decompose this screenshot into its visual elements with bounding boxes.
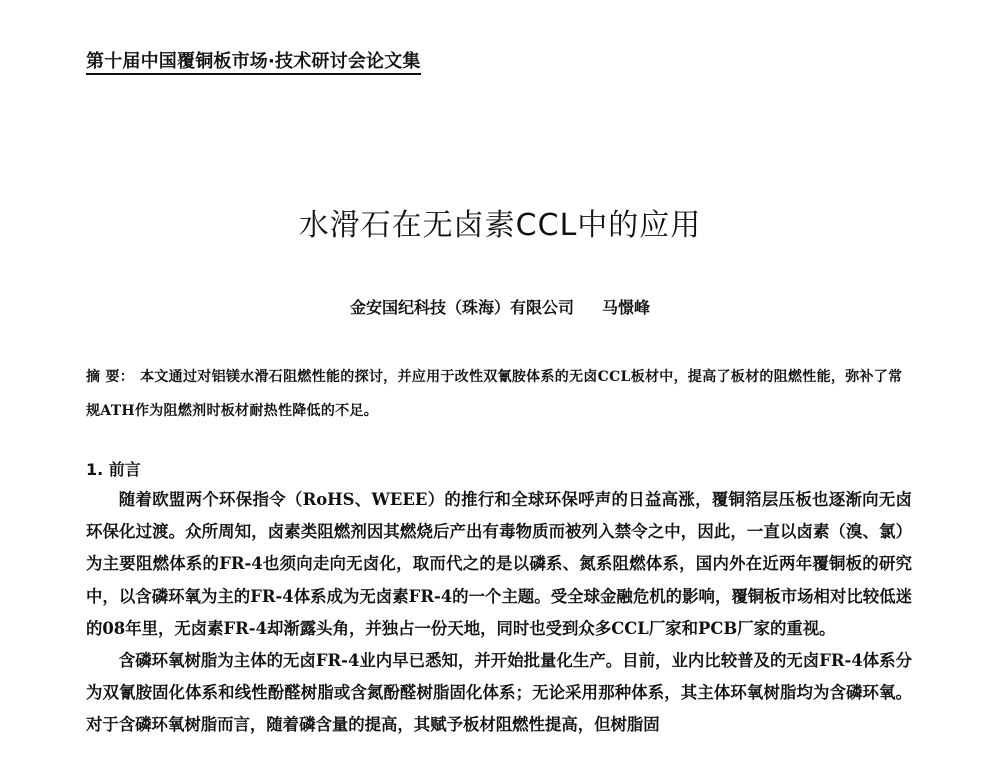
abstract-text: 本文通过对铝镁水滑石阻燃性能的探讨，并应用于改性双氰胺体系的无卤CCL板材中，提高了板材的阻燃性能，弥补了常规ATH作为阻燃剂时板材耐热性降低的不足。 <box>86 369 903 419</box>
paper-title: 水滑石在无卤素CCL中的应用 <box>298 208 702 243</box>
proceedings-header: 第十届中国覆铜板市场·技术研讨会论文集 <box>86 52 421 75</box>
paragraph: 随着欧盟两个环保指令（RoHS、WEEE）的推行和全球环保呼声的日益高涨，覆铜箔层压板也逐渐向无卤环保化过渡。众所周知，卤素类阻燃剂因其燃烧后产出有毒物质而被列入禁令之中，因此，一直以卤素（溴、氯）为主要阻燃体系的FR-4也须向走向无卤化，取而代之的是以磷系、氮系阻燃体系，国内外在近两年覆铜板的研究中，以含磷环氧为主的FR-4体系成为无卤素FR-4的一个主题。受全球金融危机的影响，覆铜板市场相对比较低迷的08年里，无卤素FR-4却渐露头角，并独占一份天地，同时也受到众多CCL厂家和PCB厂家的重视。 <box>86 490 912 638</box>
affiliation: 金安国纪科技（珠海）有限公司 <box>349 298 574 317</box>
section-heading: 1. 前言 <box>86 460 141 479</box>
body-text <box>86 484 912 742</box>
author-name: 马憬峰 <box>602 298 651 317</box>
abstract-label: 摘 要： <box>86 369 135 385</box>
abstract <box>86 360 912 428</box>
paragraph: 含磷环氧树脂为主体的无卤FR-4业内早已悉知，并开始批量化生产。目前，业内比较普及的无卤FR-4体系分为双氰胺固化体系和线性酚醛树脂或含氮酚醛树脂固化体系；无论采用那种体系，其主体环氧树脂均为含磷环氧。对于含磷环氧树脂而言，随着磷含量的提高，其赋予板材阻燃性提高，但树脂固 <box>86 651 912 735</box>
byline <box>0 296 1000 320</box>
